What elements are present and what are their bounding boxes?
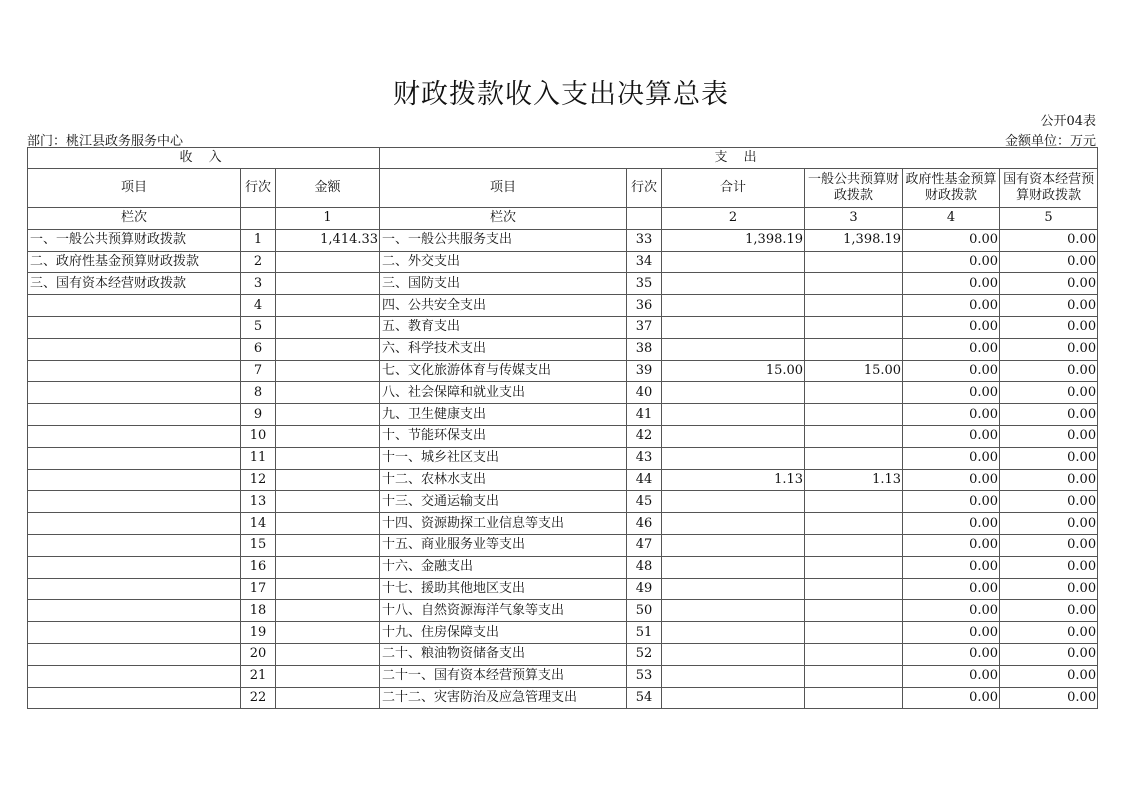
total-cell — [662, 338, 805, 360]
state-capital-cell: 0.00 — [1000, 643, 1098, 665]
income-item-cell — [28, 665, 241, 687]
general-budget-cell — [805, 295, 903, 317]
total-cell: 1,398.19 — [662, 229, 805, 251]
income-item-cell — [28, 447, 241, 469]
general-budget-cell — [805, 316, 903, 338]
expense-section-header: 支 出 — [380, 148, 1098, 169]
state-capital-cell: 0.00 — [1000, 665, 1098, 687]
expense-row-no-cell: 47 — [627, 534, 662, 556]
table-row — [28, 622, 1098, 644]
income-amount-cell — [276, 382, 380, 404]
gov-fund-cell: 0.00 — [903, 382, 1000, 404]
general-budget-cell — [805, 404, 903, 426]
income-item-cell — [28, 491, 241, 513]
general-budget-cell: 1,398.19 — [805, 229, 903, 251]
table-row — [28, 360, 1098, 382]
table-row — [28, 295, 1098, 317]
income-amount-cell — [276, 622, 380, 644]
expense-item-header: 项目 — [380, 169, 627, 208]
state-capital-cell: 0.00 — [1000, 622, 1098, 644]
total-cell — [662, 491, 805, 513]
income-row-no-cell: 4 — [241, 295, 276, 317]
expense-row-no-cell: 53 — [627, 665, 662, 687]
income-item-cell — [28, 382, 241, 404]
general-budget-cell — [805, 578, 903, 600]
expense-item-cell: 二、外交支出 — [380, 251, 627, 273]
state-capital-cell: 0.00 — [1000, 295, 1098, 317]
total-cell: 15.00 — [662, 360, 805, 382]
income-item-cell — [28, 316, 241, 338]
general-budget-cell — [805, 687, 903, 709]
state-capital-cell: 0.00 — [1000, 425, 1098, 447]
column-number-row — [28, 208, 1098, 230]
state-capital-cell: 0.00 — [1000, 491, 1098, 513]
gov-fund-cell: 0.00 — [903, 600, 1000, 622]
table-row — [28, 665, 1098, 687]
gov-fund-cell: 0.00 — [903, 338, 1000, 360]
unit-label: 金额单位：万元 — [1004, 134, 1096, 149]
income-amount-cell — [276, 687, 380, 709]
expense-item-cell: 十六、金融支出 — [380, 556, 627, 578]
department-label: 部门：桃江县政务服务中心 — [27, 134, 184, 149]
column-header-row — [28, 169, 1098, 208]
expense-item-cell: 一、一般公共服务支出 — [380, 229, 627, 251]
total-cell — [662, 534, 805, 556]
general-budget-cell — [805, 534, 903, 556]
expense-item-cell: 十八、自然资源海洋气象等支出 — [380, 600, 627, 622]
total-cell — [662, 425, 805, 447]
general-budget-header: 一般公共预算财政拨款 — [805, 169, 903, 208]
income-amount-cell — [276, 251, 380, 273]
expense-item-cell: 十九、住房保障支出 — [380, 622, 627, 644]
income-item-cell — [28, 469, 241, 491]
total-cell — [662, 316, 805, 338]
gov-fund-cell: 0.00 — [903, 229, 1000, 251]
income-item-cell: 二、政府性基金预算财政拨款 — [28, 251, 241, 273]
income-amount-cell — [276, 534, 380, 556]
state-capital-cell: 0.00 — [1000, 360, 1098, 382]
income-amount-cell — [276, 404, 380, 426]
income-amount-cell — [276, 491, 380, 513]
income-section-header: 收 入 — [28, 148, 380, 169]
table-row — [28, 404, 1098, 426]
income-amount-cell — [276, 447, 380, 469]
income-row-no-cell: 21 — [241, 665, 276, 687]
state-capital-cell: 0.00 — [1000, 469, 1098, 491]
total-cell — [662, 687, 805, 709]
table-row — [28, 338, 1098, 360]
table-row — [28, 229, 1098, 251]
expense-item-cell: 四、公共安全支出 — [380, 295, 627, 317]
expense-row-no-cell: 37 — [627, 316, 662, 338]
general-budget-cell — [805, 556, 903, 578]
expense-row-no-cell: 35 — [627, 273, 662, 295]
expense-row-no-cell: 42 — [627, 425, 662, 447]
general-budget-cell: 1.13 — [805, 469, 903, 491]
expense-item-cell: 二十二、灾害防治及应急管理支出 — [380, 687, 627, 709]
state-capital-cell: 0.00 — [1000, 534, 1098, 556]
expense-item-cell: 六、科学技术支出 — [380, 338, 627, 360]
expense-item-cell: 十五、商业服务业等支出 — [380, 534, 627, 556]
income-amount-cell — [276, 316, 380, 338]
income-row-no-cell: 14 — [241, 513, 276, 535]
income-item-cell — [28, 534, 241, 556]
expense-row-no-cell: 43 — [627, 447, 662, 469]
state-capital-cell: 0.00 — [1000, 404, 1098, 426]
gov-fund-cell: 0.00 — [903, 404, 1000, 426]
state-capital-cell: 0.00 — [1000, 229, 1098, 251]
income-row-no-cell: 6 — [241, 338, 276, 360]
table-row — [28, 382, 1098, 404]
section-header-row — [28, 148, 1098, 169]
state-capital-cell: 0.00 — [1000, 600, 1098, 622]
total-cell: 1.13 — [662, 469, 805, 491]
gov-fund-cell: 0.00 — [903, 622, 1000, 644]
gov-fund-cell: 0.00 — [903, 273, 1000, 295]
general-budget-cell — [805, 491, 903, 513]
table-row — [28, 578, 1098, 600]
table-row — [28, 534, 1098, 556]
expense-row-no-cell: 50 — [627, 600, 662, 622]
gov-fund-cell: 0.00 — [903, 447, 1000, 469]
expense-row-no-header: 行次 — [627, 169, 662, 208]
income-amount-cell — [276, 578, 380, 600]
state-capital-cell: 0.00 — [1000, 251, 1098, 273]
income-amount-cell — [276, 360, 380, 382]
final-accounts-table — [27, 147, 1098, 709]
expense-item-cell: 十四、资源勘探工业信息等支出 — [380, 513, 627, 535]
income-row-no-cell: 12 — [241, 469, 276, 491]
total-cell — [662, 643, 805, 665]
income-row-no-cell: 19 — [241, 622, 276, 644]
col-number-2: 2 — [662, 208, 805, 230]
expense-row-no-cell: 33 — [627, 229, 662, 251]
table-row — [28, 469, 1098, 491]
state-capital-cell: 0.00 — [1000, 578, 1098, 600]
income-row-no-cell: 18 — [241, 600, 276, 622]
income-amount-cell — [276, 425, 380, 447]
table-row — [28, 316, 1098, 338]
col-number-1: 1 — [276, 208, 380, 230]
general-budget-cell — [805, 447, 903, 469]
income-row-no-cell: 15 — [241, 534, 276, 556]
total-cell — [662, 600, 805, 622]
expense-row-no-cell: 48 — [627, 556, 662, 578]
general-budget-cell — [805, 665, 903, 687]
expense-row-no-cell: 41 — [627, 404, 662, 426]
income-item-cell — [28, 643, 241, 665]
income-amount-header: 金额 — [276, 169, 380, 208]
income-row-no-cell: 5 — [241, 316, 276, 338]
expense-item-cell: 十三、交通运输支出 — [380, 491, 627, 513]
income-item-cell — [28, 687, 241, 709]
state-capital-cell: 0.00 — [1000, 687, 1098, 709]
total-cell — [662, 665, 805, 687]
income-amount-cell — [276, 295, 380, 317]
gov-fund-cell: 0.00 — [903, 295, 1000, 317]
gov-fund-cell: 0.00 — [903, 665, 1000, 687]
table-row — [28, 643, 1098, 665]
general-budget-cell — [805, 643, 903, 665]
state-capital-cell: 0.00 — [1000, 447, 1098, 469]
table-row — [28, 513, 1098, 535]
expense-item-cell: 七、文化旅游体育与传媒支出 — [380, 360, 627, 382]
expense-row-no-cell: 46 — [627, 513, 662, 535]
state-capital-cell: 0.00 — [1000, 382, 1098, 404]
general-budget-cell — [805, 600, 903, 622]
income-row-no-cell: 11 — [241, 447, 276, 469]
gov-fund-cell: 0.00 — [903, 316, 1000, 338]
income-item-cell — [28, 556, 241, 578]
col-number-3: 3 — [805, 208, 903, 230]
total-cell — [662, 513, 805, 535]
income-amount-cell — [276, 273, 380, 295]
expense-col-blank — [627, 208, 662, 230]
income-row-no-cell: 20 — [241, 643, 276, 665]
income-row-no-cell: 22 — [241, 687, 276, 709]
income-amount-cell — [276, 469, 380, 491]
expense-item-cell: 十、节能环保支出 — [380, 425, 627, 447]
gov-fund-header: 政府性基金预算财政拨款 — [903, 169, 1000, 208]
expense-item-cell: 三、国防支出 — [380, 273, 627, 295]
gov-fund-cell: 0.00 — [903, 469, 1000, 491]
gov-fund-cell: 0.00 — [903, 534, 1000, 556]
expense-row-no-cell: 34 — [627, 251, 662, 273]
income-item-cell: 三、国有资本经营财政拨款 — [28, 273, 241, 295]
table-row — [28, 600, 1098, 622]
income-row-no-cell: 1 — [241, 229, 276, 251]
table-row — [28, 491, 1098, 513]
income-amount-cell — [276, 665, 380, 687]
total-cell — [662, 251, 805, 273]
income-amount-cell — [276, 338, 380, 360]
state-capital-cell: 0.00 — [1000, 338, 1098, 360]
expense-row-no-cell: 52 — [627, 643, 662, 665]
general-budget-cell: 15.00 — [805, 360, 903, 382]
gov-fund-cell: 0.00 — [903, 360, 1000, 382]
expense-row-no-cell: 40 — [627, 382, 662, 404]
income-col-blank — [241, 208, 276, 230]
expense-row-no-cell: 44 — [627, 469, 662, 491]
page-title: 财政拨款收入支出决算总表 — [393, 79, 729, 110]
general-budget-cell — [805, 513, 903, 535]
total-header: 合计 — [662, 169, 805, 208]
income-item-cell — [28, 622, 241, 644]
general-budget-cell — [805, 622, 903, 644]
table-row — [28, 556, 1098, 578]
col-number-4: 4 — [903, 208, 1000, 230]
expense-row-no-cell: 38 — [627, 338, 662, 360]
total-cell — [662, 578, 805, 600]
income-item-cell — [28, 338, 241, 360]
income-row-no-header: 行次 — [241, 169, 276, 208]
gov-fund-cell: 0.00 — [903, 687, 1000, 709]
income-amount-cell — [276, 600, 380, 622]
income-col-label: 栏次 — [28, 208, 241, 230]
expense-row-no-cell: 39 — [627, 360, 662, 382]
table-row — [28, 447, 1098, 469]
income-item-cell — [28, 360, 241, 382]
table-row — [28, 273, 1098, 295]
state-capital-cell: 0.00 — [1000, 273, 1098, 295]
expense-row-no-cell: 49 — [627, 578, 662, 600]
expense-item-cell: 九、卫生健康支出 — [380, 404, 627, 426]
income-amount-cell — [276, 513, 380, 535]
total-cell — [662, 273, 805, 295]
gov-fund-cell: 0.00 — [903, 556, 1000, 578]
income-row-no-cell: 3 — [241, 273, 276, 295]
state-capital-cell: 0.00 — [1000, 556, 1098, 578]
gov-fund-cell: 0.00 — [903, 425, 1000, 447]
total-cell — [662, 404, 805, 426]
income-row-no-cell: 10 — [241, 425, 276, 447]
table-row — [28, 687, 1098, 709]
income-item-cell — [28, 600, 241, 622]
income-amount-cell — [276, 643, 380, 665]
income-item-header: 项目 — [28, 169, 241, 208]
general-budget-cell — [805, 251, 903, 273]
income-row-no-cell: 2 — [241, 251, 276, 273]
col-number-5: 5 — [1000, 208, 1098, 230]
income-row-no-cell: 17 — [241, 578, 276, 600]
total-cell — [662, 556, 805, 578]
gov-fund-cell: 0.00 — [903, 578, 1000, 600]
gov-fund-cell: 0.00 — [903, 251, 1000, 273]
state-capital-cell: 0.00 — [1000, 316, 1098, 338]
expense-item-cell: 十二、农林水支出 — [380, 469, 627, 491]
expense-item-cell: 二十、粮油物资储备支出 — [380, 643, 627, 665]
total-cell — [662, 447, 805, 469]
income-item-cell — [28, 578, 241, 600]
income-row-no-cell: 8 — [241, 382, 276, 404]
expense-col-label: 栏次 — [380, 208, 627, 230]
general-budget-cell — [805, 382, 903, 404]
form-number: 公开04表 — [1040, 114, 1096, 129]
income-row-no-cell: 7 — [241, 360, 276, 382]
expense-row-no-cell: 45 — [627, 491, 662, 513]
state-capital-header: 国有资本经营预算财政拨款 — [1000, 169, 1098, 208]
expense-item-cell: 二十一、国有资本经营预算支出 — [380, 665, 627, 687]
gov-fund-cell: 0.00 — [903, 643, 1000, 665]
expense-row-no-cell: 36 — [627, 295, 662, 317]
table-row — [28, 251, 1098, 273]
table-row — [28, 425, 1098, 447]
income-item-cell — [28, 295, 241, 317]
income-row-no-cell: 16 — [241, 556, 276, 578]
general-budget-cell — [805, 273, 903, 295]
income-item-cell — [28, 425, 241, 447]
expense-row-no-cell: 51 — [627, 622, 662, 644]
income-row-no-cell: 9 — [241, 404, 276, 426]
expense-item-cell: 八、社会保障和就业支出 — [380, 382, 627, 404]
general-budget-cell — [805, 338, 903, 360]
total-cell — [662, 622, 805, 644]
state-capital-cell: 0.00 — [1000, 513, 1098, 535]
total-cell — [662, 382, 805, 404]
expense-item-cell: 五、教育支出 — [380, 316, 627, 338]
income-amount-cell — [276, 556, 380, 578]
expense-item-cell: 十一、城乡社区支出 — [380, 447, 627, 469]
income-row-no-cell: 13 — [241, 491, 276, 513]
income-item-cell: 一、一般公共预算财政拨款 — [28, 229, 241, 251]
income-item-cell — [28, 404, 241, 426]
expense-row-no-cell: 54 — [627, 687, 662, 709]
expense-item-cell: 十七、援助其他地区支出 — [380, 578, 627, 600]
gov-fund-cell: 0.00 — [903, 513, 1000, 535]
gov-fund-cell: 0.00 — [903, 491, 1000, 513]
income-amount-cell: 1,414.33 — [276, 229, 380, 251]
income-item-cell — [28, 513, 241, 535]
general-budget-cell — [805, 425, 903, 447]
total-cell — [662, 295, 805, 317]
